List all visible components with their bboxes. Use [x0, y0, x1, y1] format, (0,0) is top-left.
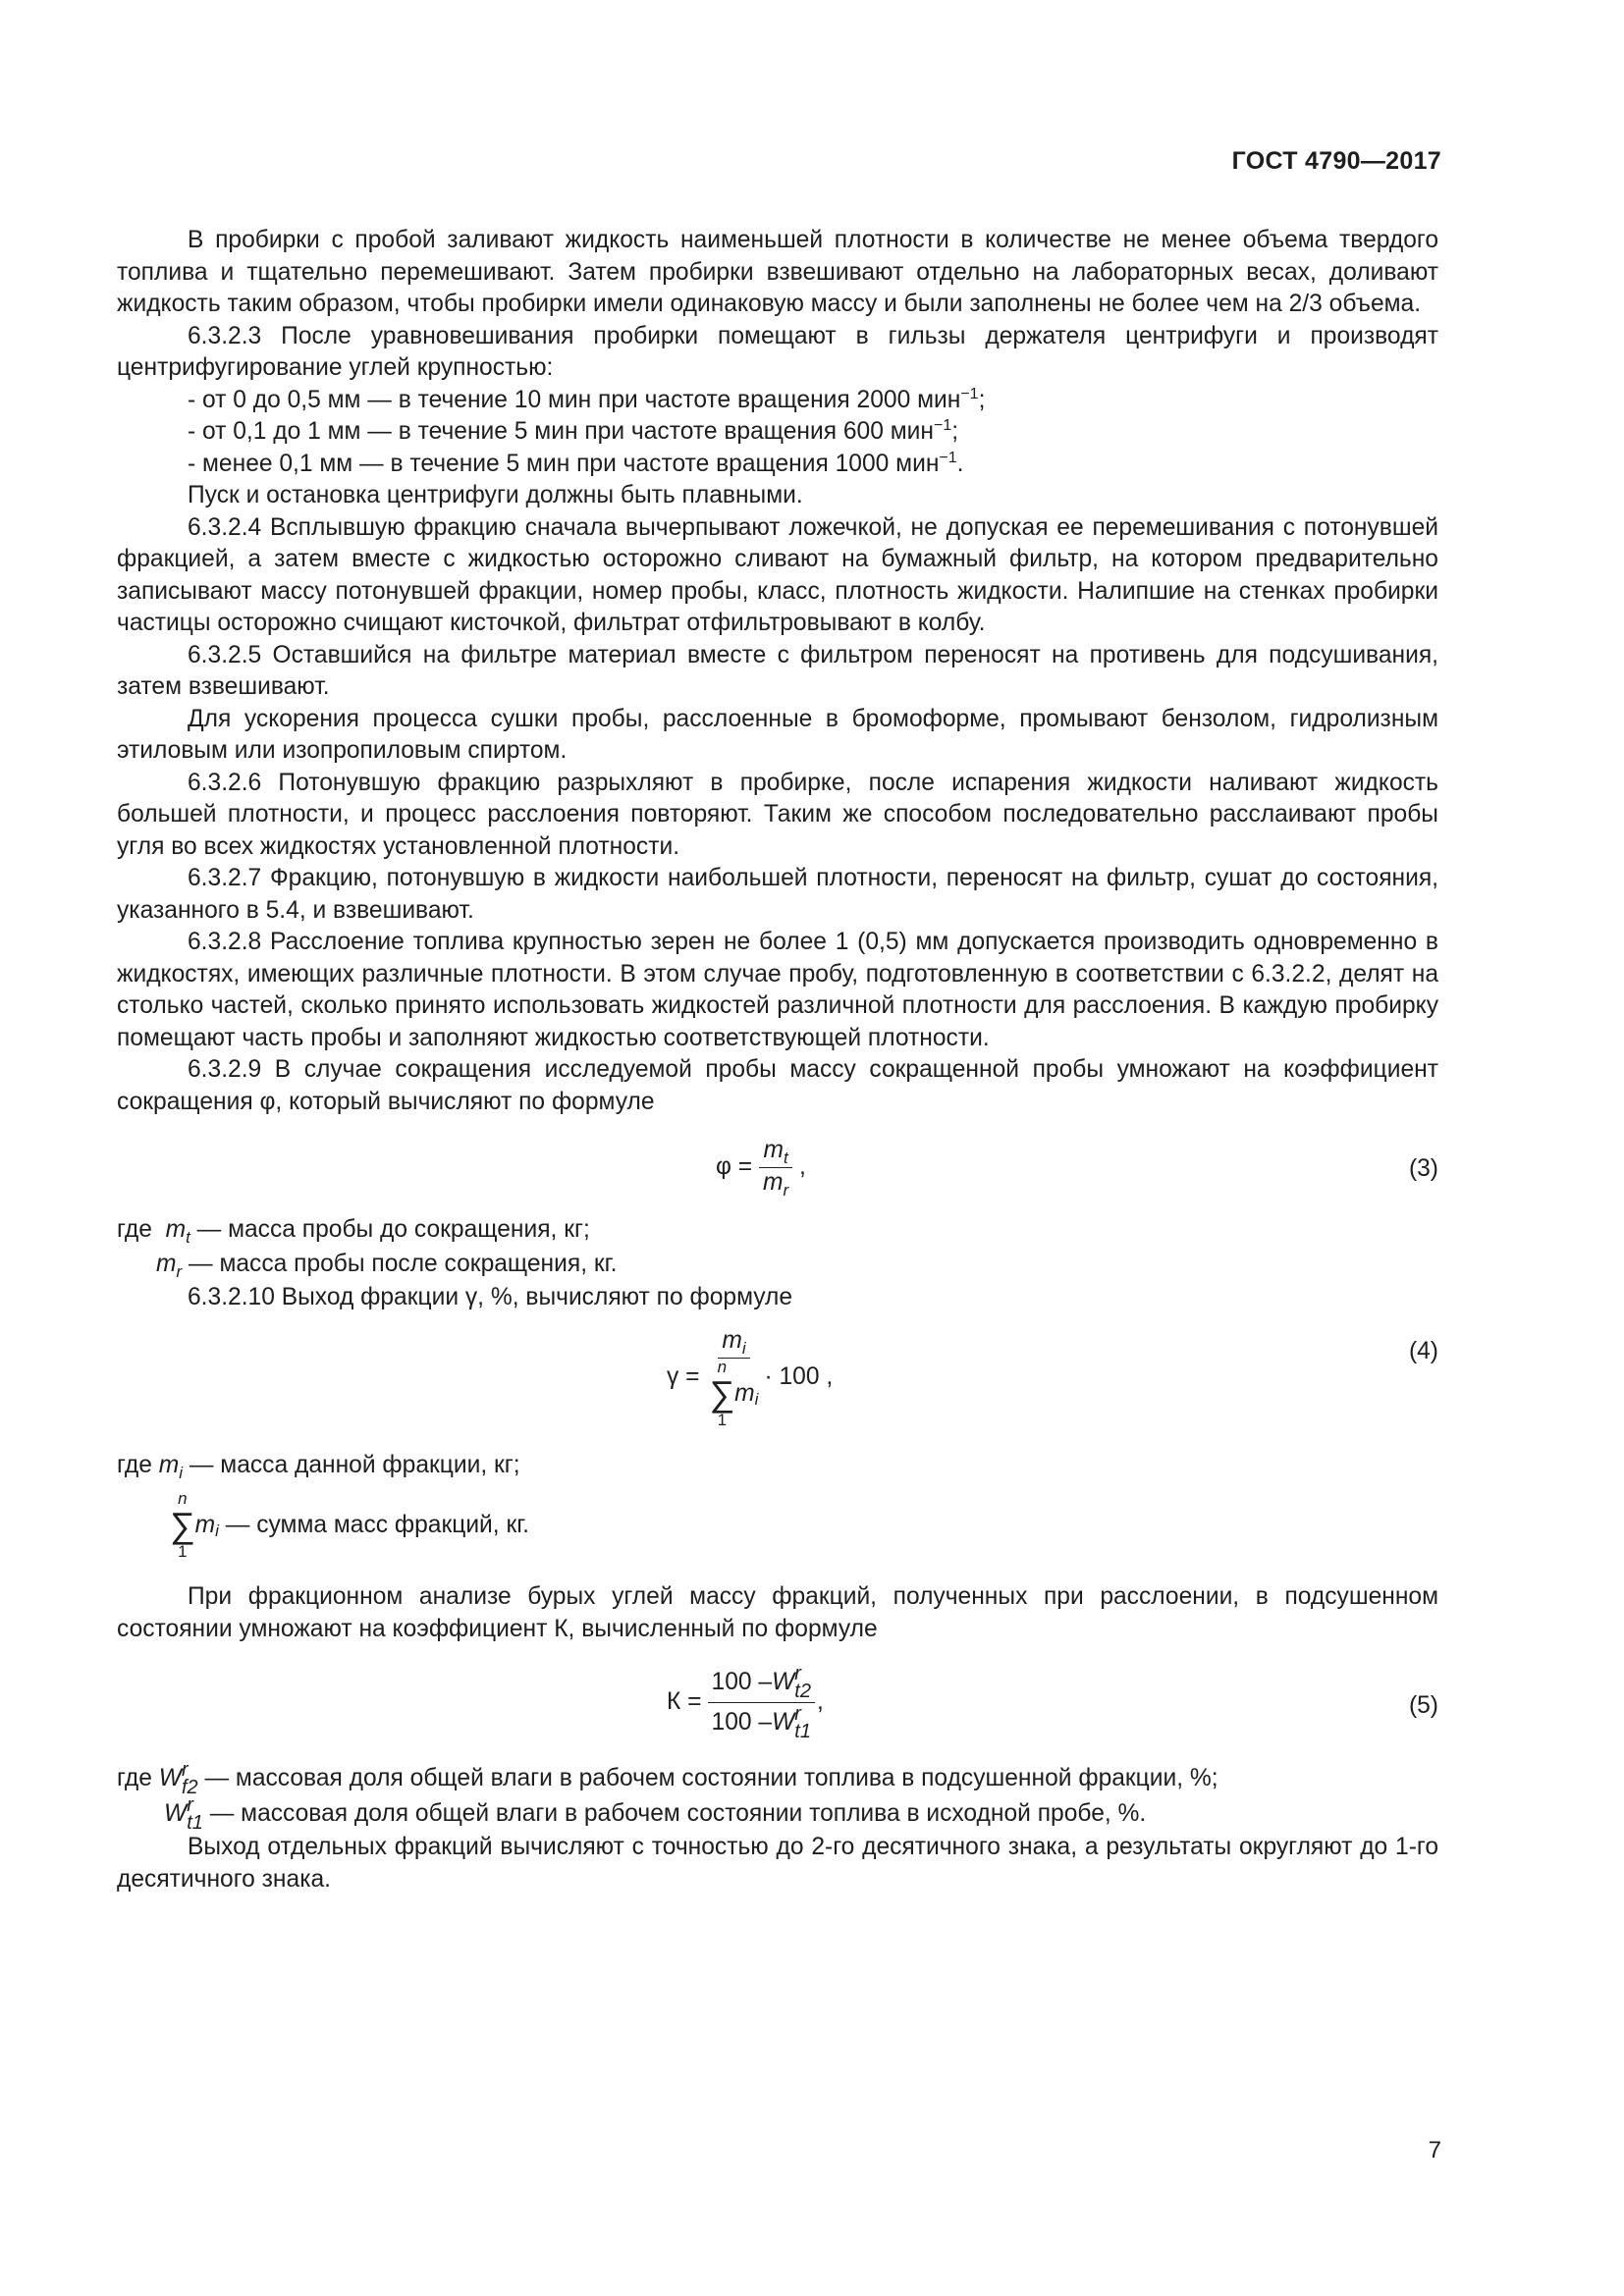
- paragraph: В пробирки с пробой заливают жидкость наименьшей плотности в количестве не менее объема твердого топлива и тщательно перемешивают. Затем пробирки взвешивают отдельно на лабораторных весах, доливают жидкость таким образом, чтобы пробирки имели одинаковую массу и были заполнены не более чем на 2/3 объема.: [117, 227, 1438, 317]
- paragraph-6-3-2-6: 6.3.2.6 Потонувшую фракцию разрыхляют в пробирке, после испарения жидкости наливают жидкость большей плотности, и процесс расслоения повторяют. Таким же способом последовательно расслаивают пробы угля во всех жидкостях установленной плотности.: [117, 769, 1438, 860]
- page-number: 7: [1428, 2137, 1441, 2163]
- standard-header: ГОСТ 4790—2017: [1231, 147, 1441, 175]
- fraction: $m_i$ n ∑ 1 m i: [709, 1326, 759, 1429]
- fraction: 100 – W r t2 100 – W r t1: [708, 1663, 815, 1742]
- equation-number: (4): [1408, 1337, 1438, 1364]
- where-clause: где $m_i$ — масса данной фракции, кг;: [117, 1451, 520, 1482]
- list-item: - менее 0,1 мм — в течение 5 мин при частоте вращения 1000 мин$^{-1}$.: [188, 449, 964, 477]
- equation-3: [117, 1126, 1438, 1214]
- paragraph-6-3-2-9: 6.3.2.9 В случае сокращения исследуемой пробы массу сокращенной пробы умножают на коэффициент сокращения φ, который вычисляют по формуле: [117, 1056, 1438, 1115]
- equation-4: [117, 1320, 1438, 1450]
- paragraph-6-3-2-7: 6.3.2.7 Фракцию, потонувшую в жидкости наибольшей плотности, переносят на фильтр, сушат до состояния, указанного в 5.4, и взвешивают.: [117, 865, 1438, 924]
- equation-number: (3): [1408, 1155, 1438, 1182]
- equation-5: [117, 1651, 1438, 1761]
- where-clause-item: W r t1 — массовая доля общей влаги в рабочем состоянии топлива в исходной пробе, %.: [164, 1794, 1147, 1834]
- fraction: $\frac{m_t}{m_r}$: [759, 1136, 792, 1200]
- paragraph-6-3-2-4: 6.3.2.4 Всплывшую фракцию сначала вычерпывают ложечкой, не допуская ее перемешивания с потонувшей фракцией, а затем вместе с жидкостью осторожно сливают на бумажный фильтр, на котором предварительно записывают массу потонувшей фракции, номер пробы, класс, плотность жидкости. Налипшие на стенках пробирки частицы осторожно счищают кисточкой, фильтрат отфильтровывают в колбу.: [117, 513, 1438, 636]
- equation-4-body: γ = $m_i$ n ∑ 1 m i · 100 ,: [667, 1326, 834, 1429]
- paragraph-6-3-2-8: 6.3.2.8 Расслоение топлива крупностью зерен не более 1 (0,5) мм допускается производить одновременно в жидкостях, имеющих различные плотности. В этом случае пробу, подготовленную в соответствии с 6.3.2.2, делят на столько частей, сколько принято использовать жидкостей различной плотности для расслоения. В каждую пробирку помещают часть пробы и заполняют жидкостью соответствующей плотности.: [117, 929, 1438, 1051]
- equation-number: (5): [1408, 1692, 1438, 1719]
- paragraph: Пуск и остановка центрифуги должны быть плавными.: [188, 482, 803, 508]
- paragraph-6-3-2-3: 6.3.2.3 После уравновешивания пробирки помещают в гильзы держателя центрифуги и производят центрифугирование углей крупностью:: [117, 322, 1438, 381]
- sum-symbol: n ∑ 1: [170, 1489, 195, 1561]
- paragraph: Для ускорения процесса сушки пробы, расслоенные в бромоформе, промывают бензолом, гидролизным этиловым или изопропиловым спиртом.: [117, 705, 1438, 764]
- paragraph: При фракционном анализе бурых углей массу фракций, полученных при расслоении, в подсушенном состоянии умножают на коэффициент К, вычисленный по формуле: [117, 1583, 1438, 1642]
- document-body: [117, 225, 1438, 1896]
- where-clause-sum-item: n ∑ 1 m i — сумма масс фракций, кг.: [170, 1489, 530, 1561]
- paragraph-6-3-2-5: 6.3.2.5 Оставшийся на фильтре материал вместе с фильтром переносят на противень для подсушивания, затем взвешивают.: [117, 641, 1438, 700]
- where-clause: где W r f2 — массовая доля общей влаги в рабочем состоянии топлива в подсушенной фракции, %;: [117, 1759, 1218, 1798]
- equation-3-body: φ = $\frac{m_t}{m_r}$ ,: [716, 1137, 806, 1200]
- where-clause-item: $m_r$ — масса пробы после сокращения, кг.: [156, 1250, 618, 1281]
- sum-symbol: n ∑ 1: [709, 1357, 735, 1429]
- paragraph-6-3-2-10: 6.3.2.10 Выход фракции γ, %, вычисляют по формуле: [188, 1284, 793, 1310]
- paragraph: Выход отдельных фракций вычисляют с точностью до 2-го десятичного знака, а результаты округляют до 1-го десятичного знака.: [117, 1834, 1438, 1893]
- list-item: - от 0,1 до 1 мм — в течение 5 мин при частоте вращения 600 мин$^{-1}$;: [188, 417, 959, 445]
- where-clause: где $m_t$ — масса пробы до сокращения, кг;: [117, 1216, 590, 1247]
- list-item: - от 0 до 0,5 мм — в течение 10 мин при частоте вращения 2000 мин$^{-1}$;: [188, 385, 986, 413]
- equation-5-body: К = 100 – W r t2 100 – W r t1 ,: [667, 1663, 824, 1742]
